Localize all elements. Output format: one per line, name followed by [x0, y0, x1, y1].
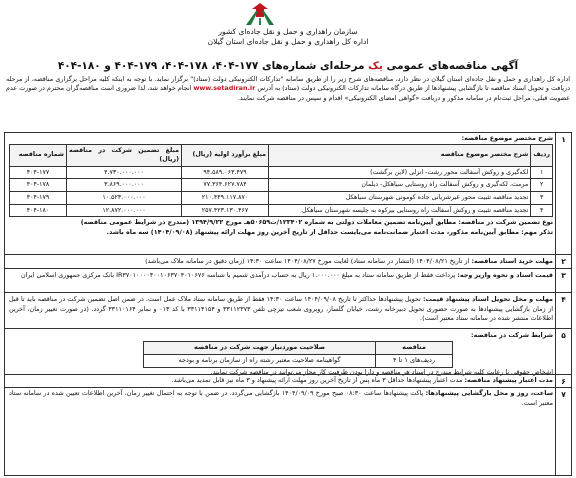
section-number: ۶ — [555, 375, 571, 388]
col-number: شماره مناقصه — [10, 144, 67, 166]
intro-text-after: انجام خواهد شد، لذا ضروری است مناقصه‌گران محترم در صورت عدم عضویت قبلی، مراحل ثبت‌نام در سامانه مذکور و دریافت «گواهی امضای الکترونیکی» اقدام و سپس در مناقصه شرکت نمایند. — [6, 84, 570, 102]
table-row — [10, 179, 553, 192]
row-tender: ردیف‌های ۱ تا ۴ — [376, 354, 453, 367]
section-7 — [5, 387, 571, 475]
guarantee-type-note: نوع تضمین شرکت در مناقصه: مطابق آیین‌نامه تضمین معاملات دولتی به شماره ۱۲۳۴۰۲/ت۵۰۶۵۹هـ مورخ ۱۳۹۴/۹/۲۲ (مندرج در شرایط عمومی مناقصه) — [80, 218, 553, 227]
col-qualification: صلاحیت موردنیاز جهت شرکت در مناقصه — [144, 341, 376, 354]
section-3 — [5, 268, 571, 293]
row-number: ۴۰۴-۱۷۹ — [10, 191, 67, 204]
title-suffix: مرحله‌ای شماره‌های ۱۷۷-۴۰۴، ۱۷۸-۴۰۴، ۱۷۹-۴۰۴ و ۱۸۰-۴۰۴ — [57, 60, 365, 72]
row-estimate: ۹۴.۵۸۹.۰۶۳.۴۷۹ — [182, 166, 269, 179]
row-idx: ۲ — [531, 179, 553, 192]
row-idx: ۳ — [531, 191, 553, 204]
section-6-text: مدت اعتبار پیشنهادها حداقل ۳ ماه پس از تاریخ آخرین روز مهلت ارائه پیشنهاد و ۳ ماه نیز قابل تمدید می‌باشد. — [171, 376, 463, 384]
section-number: ۷ — [555, 388, 571, 475]
section-number: ۵ — [555, 329, 571, 375]
row-number: ۴۰۴-۱۸۰ — [10, 204, 67, 217]
section-number: ۴ — [555, 293, 571, 329]
org-line-2: اداره کل راهداری و حمل و نقل جاده‌ای استان گیلان — [207, 37, 369, 46]
section-number: ۳ — [555, 269, 571, 293]
section-6-label: مدت اعتبار پیشنهاد مناقصه: — [464, 376, 553, 384]
row-idx: ۱ — [531, 166, 553, 179]
row-guarantee: ۱۲.۸۷۲.۰۰۰.۰۰۰ — [67, 204, 182, 217]
row-guarantee: ۱۰.۵۲۳.۰۰۰.۰۰۰ — [67, 191, 182, 204]
col-tender: مناقصه — [376, 341, 453, 354]
setad-site-link[interactable]: www.setadiran.ir — [193, 84, 256, 93]
table-row — [10, 166, 553, 179]
conditions-frame — [4, 132, 572, 476]
row-desc: لکه‌گیری و روکش آسفالت محور رشت- انزلی (لاین برگشت) — [269, 166, 531, 179]
road-transport-logo-icon — [240, 2, 280, 26]
row-desc: مرمت، لکه‌گیری و روکش آسفالت راه روستایی سیاهکل- دیلمان — [269, 179, 531, 192]
section-7-label: ساعت، روز و محل بازگشایی پیشنهادها: — [425, 389, 553, 397]
table-row — [10, 191, 553, 204]
section-2-text: از تاریخ ۱۴۰۴/۰۸/۲۱ (انتشار در سامانه ستاد) لغایت مورخ ۱۴۰۴/۰۸/۲۷ ساعت ۱۴:۳۰ (زمان دقیق در سامانه ملاک می‌باشد) — [145, 257, 470, 265]
col-guarantee: مبلغ تضمین شرکت در مناقصه (ریال) — [67, 144, 182, 166]
items-table — [9, 144, 553, 218]
row-guarantee: ۴.۷۳۰.۰۰۰.۰۰۰ — [67, 166, 182, 179]
section-1 — [5, 132, 571, 255]
row-estimate: ۷۷.۳۶۴.۶۲۷.۷۸۴ — [182, 179, 269, 192]
section-number: ۲ — [555, 255, 571, 269]
row-guarantee: ۳.۸۶۹.۰۰۰.۰۰۰ — [67, 179, 182, 192]
table-header-row — [144, 341, 453, 354]
row-estimate: ۲۱۰.۴۴۹.۱۱۷.۸۷۰ — [182, 191, 269, 204]
row-qualification: گواهینامه صلاحیت معتبر رشته راه از سازمان برنامه و بودجه — [144, 354, 376, 367]
important-note: تذکر مهم: مطابق آیین‌نامه مذکور، مدت اعتبار ضمانت‌نامه می‌بایست حداقل از تاریخ آخرین روز مهلت ارائه پیشنهاد (۱۴۰۴/۰۹/۰۸) سه ماه باشد. — [106, 227, 553, 236]
row-estimate: ۲۵۷.۴۲۳.۱۳۰.۴۶۷ — [182, 204, 269, 217]
notice-title — [0, 60, 576, 72]
org-line-1: سازمان راهداری و حمل و نقل جاده‌ای کشور — [218, 27, 358, 36]
section-4 — [5, 292, 571, 329]
title-highlight: یک — [368, 60, 383, 72]
intro-paragraph — [6, 75, 570, 103]
section-2 — [5, 254, 571, 269]
intro-text-before: اداره کل راهداری و حمل و نقل جاده‌ای استان گیلان در نظر دارد، مناقصه‌های شرح زیر را از طریق سامانه "تدارکات الکترونیکی دولت (ستاد)" برگزار نماید. با توجه به اینکه کلیه مراحل برگزاری مناقصه، از مرحله دریافت و تحویل اسناد مناقصه تا بازگشایی پیشنهادها از طریق درگاه سامانه تدارکات الکترونیکی دولت (ستاد) به آدرس — [6, 75, 570, 93]
row-desc: تجدید مناقصه تثبیت محور غیرشریانی جاده کومونی شهرستان سیاهکل — [269, 191, 531, 204]
table-header-row — [10, 144, 553, 166]
col-estimate: مبلغ برآورد اولیه (ریال) — [182, 144, 269, 166]
section-1-label: شرح مختصر موضوع مناقصه: — [461, 134, 553, 142]
row-desc: تجدید مناقصه تثبیت و روکش آسفالت راه روستایی بیرکوه به چلیسه شهرستان سیاهکل — [269, 204, 531, 217]
row-idx: ۴ — [531, 204, 553, 217]
notice-header — [0, 0, 576, 58]
section-6 — [5, 374, 571, 388]
table-row — [144, 354, 453, 367]
section-3-label: قیمت اسناد و نحوه واریز وجه: — [457, 271, 553, 279]
col-desc: شرح مختصر موضوع مناقصه — [269, 144, 531, 166]
section-2-label: مهلت خرید اسناد مناقصه: — [471, 257, 553, 265]
row-number: ۴۰۴-۱۷۸ — [10, 179, 67, 192]
col-idx: ردیف — [531, 144, 553, 166]
qualification-table — [143, 341, 453, 368]
row-number: ۴۰۴-۱۷۷ — [10, 166, 67, 179]
section-5-text: اشخاص حقوقی با رعایت کلیه شرایط مندرج در اسناد هر مناقصه و دارا بودن ظرفیت کار مجاز می‌توانند در مناقصه شرکت نمایند. — [210, 367, 553, 376]
section-4-label: مهلت و محل تحویل اسناد پیشنهاد قیمت: — [422, 295, 553, 303]
section-7-text: پاکت پیشنهادها ساعت ۰۸:۳۰ صبح مورخ ۱۴۰۴/۰۹/۰۹ بازگشایی می‌گردد. در ضمن با توجه به احتمال تغییر زمان، آخرین اطلاعات تعیین شده در سامانه ستاد معتبر است. — [9, 389, 553, 407]
section-4-text: تحویل پیشنهادها حداکثر تا تاریخ ۱۴۰۴/۰۹/۰۸ ساعت ۱۴:۳۰ فقط از طریق سامانه ستاد ملاک عمل است. در ضمن اصل تضمین شرکت در مناقصه باید تا قبل از زمان بازگشایی پیشنهادها به صورت حضوری تحویل دبیرخانه رشت، خیابان گلسار، روبروی شعب تیرچی تلفن ۳۳۱۱۲۳۷۳ و ۳۳۱۱۴۱۵۴ با کد ۰۱۳ و نمابر ۳۳۱۱۰۱۶۴ گردد. (در صورت تغییر زمان، آخرین اطلاعات منتشر شده در سامانه ستاد معتبر است). — [9, 295, 554, 323]
section-5 — [5, 328, 571, 375]
section-number: ۱ — [555, 133, 571, 255]
section-5-label: شرایط شرکت در مناقصه: — [471, 331, 553, 339]
title-prefix: آگهی مناقصه‌های عمومی — [386, 60, 519, 72]
section-3-text: پرداخت فقط از طریق سامانه ستاد به مبلغ ۱.۰۰۰.۰۰۰ ریال به حساب درآمدی شمیم با شناسه IR۳۷۰۱۰۰۰۰۴۰۰۱۰۶۳۷۰۴۰۱۰۶۷۶ بانک مرکزی جمهوری اسلامی ایران — [20, 271, 456, 279]
table-row — [10, 204, 553, 217]
